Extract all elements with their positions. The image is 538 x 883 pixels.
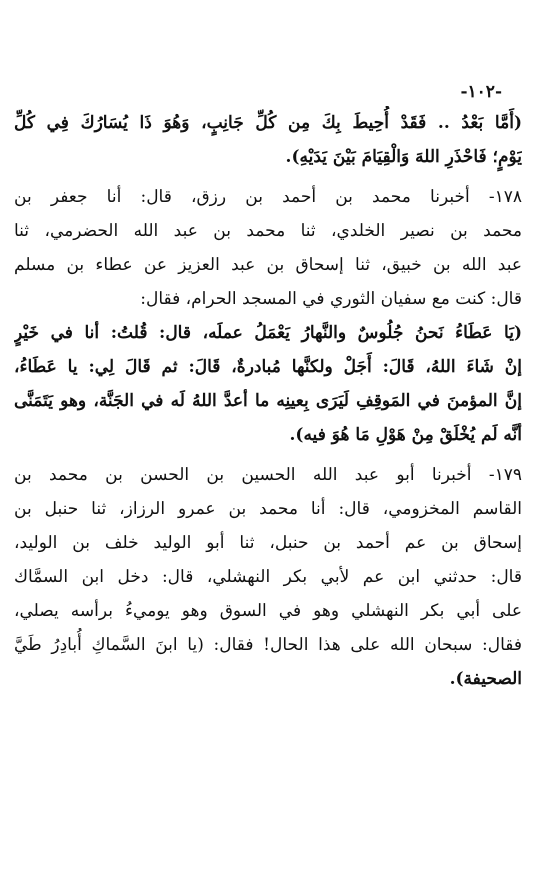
text-line: عبد الله بن خبيق، ثنا إسحاق بن عبد العزيز عن عطاء بن مسلم bbox=[14, 255, 522, 275]
text-line: محمد بن نصير الخلدي، ثنا محمد بن عبد الله الحضرمي، ثنا bbox=[14, 221, 522, 241]
text-line: على أبي بكر النهشلي وهو في السوق وهو يوميءُ برأسه يصلي، bbox=[14, 601, 522, 621]
text-line: (يَا عَطَاءُ نَحنُ جُلُوسٌ والنَّهارُ يَعْمَلُ عملَه، قال: قُلتُ: أنا في خَيْرٍ bbox=[14, 323, 522, 343]
text-line: أنَّه لَم يُخْلَقْ مِنْ هَوْلِ مَا هُوَ فيه). bbox=[289, 425, 522, 445]
text-line: إنَّ المؤمنَ في المَوقِفِ لَيَرَى بِعينِه ما أعدَّ اللهُ لَه في الجَنَّة، وهو يَتَمَنَّى bbox=[14, 391, 522, 411]
text-line: ١٧٩- أخبرنا أبو عبد الله الحسين بن الحسن بن محمد بن bbox=[14, 465, 522, 485]
narration-paragraph bbox=[14, 458, 522, 696]
page-body bbox=[14, 106, 522, 696]
text-line: ١٧٨- أخبرنا محمد بن أحمد بن رزق، قال: أنا جعفر بن bbox=[14, 187, 522, 207]
quote-paragraph bbox=[14, 106, 522, 174]
text-line: إنْ شَاءَ اللهُ، قَالَ: أَجَلْ ولكنَّها مُبادرةٌ، قَالَ: ثم قَالَ لِي: يا عَطَاءُ، bbox=[14, 357, 522, 377]
text-line: يَوْمٍ؛ فَاحْذَرِ اللهَ وَالْقِيَامَ بَيْنَ يَدَيْهِ). bbox=[285, 147, 522, 167]
text-line: فقال: سبحان الله على هذا الحال! فقال: (يا ابنَ السَّماكِ أُبادِرُ طَيَّ bbox=[14, 635, 522, 655]
page-number: -١٠٢- bbox=[460, 82, 502, 102]
text-line: (أَمَّا بَعْدُ .. فَقَدْ أُحِيطَ بِكَ مِن كُلِّ جَانِبٍ، وَهُوَ ذَا يُسَارُكَ فِي كُلِّ bbox=[14, 113, 522, 133]
text-line: قال: حدثني ابن عم لأبي بكر النهشلي، قال: دخل ابن السمَّاك bbox=[14, 567, 522, 587]
text-line: قال: كنت مع سفيان الثوري في المسجد الحرام، فقال: bbox=[140, 289, 522, 309]
quote-paragraph bbox=[14, 316, 522, 452]
text-line: الصحيفة). bbox=[449, 669, 522, 689]
narration-paragraph bbox=[14, 180, 522, 316]
text-line: إسحاق بن عم أحمد بن حنبل، ثنا أبو الوليد خلف بن الوليد، bbox=[14, 533, 522, 553]
text-line: القاسم المخزومي، قال: أنا محمد بن عمرو الرزاز، ثنا حنبل بن bbox=[14, 499, 522, 519]
